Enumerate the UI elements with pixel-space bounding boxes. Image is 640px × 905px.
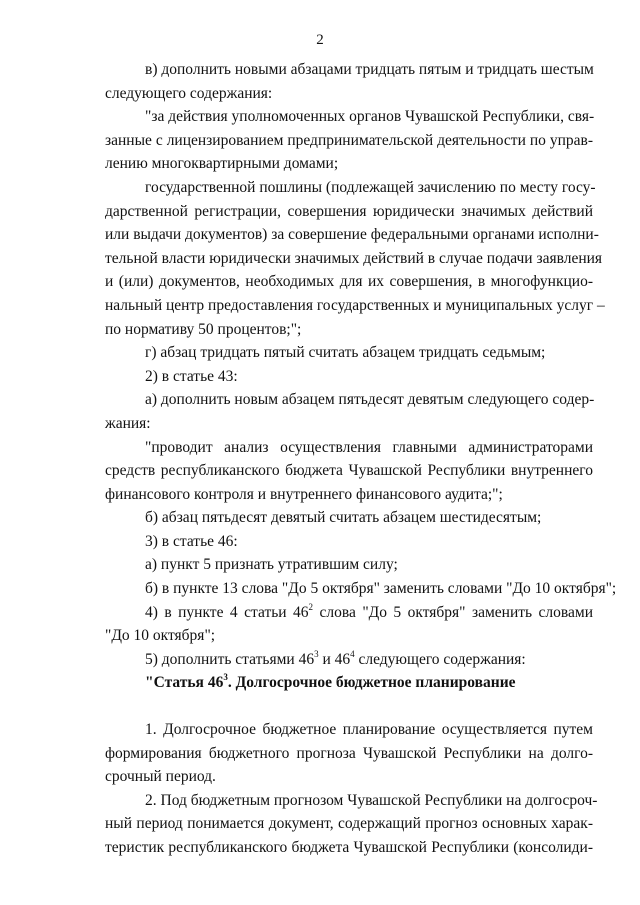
text-line: следующего содержания: xyxy=(105,84,273,102)
text-line: теристик республиканского бюджета Чувашской Республики (консолиди- xyxy=(105,839,593,856)
text-line: средств республиканского бюджета Чувашской Республики внутреннего xyxy=(105,462,593,480)
text-line: "проводит анализ осуществления главными администраторами xyxy=(145,438,593,456)
text-line xyxy=(105,601,593,625)
text-line: формирования бюджетного прогноза Чувашской Республики на долго- xyxy=(105,744,593,762)
text-fragment: и 46 xyxy=(318,650,351,668)
text-line: "До 10 октября"; xyxy=(105,627,216,645)
text-line: "за действия уполномоченных органов Чувашской Республики, свя- xyxy=(145,108,595,126)
spacer xyxy=(105,695,593,718)
text-line: тельной власти юридически значимых действий в случае подачи заявления xyxy=(105,249,603,267)
document-body xyxy=(105,58,617,860)
superscript: 4 xyxy=(350,648,355,659)
page-number: 2 xyxy=(316,32,324,48)
text-line: дарственной регистрации, совершения юридически значимых действий xyxy=(105,202,593,220)
text-fragment: . Долгосрочное бюджетное планирование xyxy=(227,674,516,692)
text-line: жания: xyxy=(105,414,151,432)
superscript: 3 xyxy=(314,648,319,659)
text-line: б) абзац пятьдесят девятый считать абзацем шестидесятым; xyxy=(145,509,542,527)
text-line: ный период понимается документ, содержащий прогноз основных харак- xyxy=(105,815,593,833)
text-fragment: 4) в пункте 4 статьи 46 xyxy=(145,603,309,621)
text-line: б) в пункте 13 слова "До 5 октября" заменить словами "До 10 октября"; xyxy=(145,580,617,598)
text-line: и (или) документов, необходимых для их совершения, в многофункцио- xyxy=(105,273,593,291)
article-heading xyxy=(105,671,593,695)
text-fragment: 5) дополнить статьями 46 xyxy=(145,650,315,668)
text-line: 3) в статье 46: xyxy=(145,532,238,550)
text-line: нальный центр предоставления государственных и муниципальных услуг – xyxy=(105,296,605,314)
text-line: 1. Долгосрочное бюджетное планирование осуществляется путем xyxy=(145,721,593,739)
text-line: 2. Под бюджетным прогнозом Чувашской Республики на долгосроч- xyxy=(145,791,598,809)
text-fragment: "Статья 46 xyxy=(145,674,224,692)
text-line: а) пункт 5 признать утратившим силу; xyxy=(145,556,398,574)
text-fragment: следующего содержания: xyxy=(354,650,526,668)
superscript: 3 xyxy=(223,672,228,683)
text-line: лению многоквартирными домами; xyxy=(105,155,339,173)
text-line: срочный период. xyxy=(105,768,216,786)
text-line: а) дополнить новым абзацем пятьдесят девятым следующего содер- xyxy=(145,391,595,409)
superscript: 2 xyxy=(308,601,314,612)
text-line: финансового контроля и внутреннего финансового аудита;"; xyxy=(105,485,503,503)
text-line: г) абзац тридцать пятый считать абзацем тридцать седьмым; xyxy=(145,344,546,362)
text-line: или выдачи документов) за совершение федеральными органами исполни- xyxy=(105,226,599,244)
text-line: в) дополнить новыми абзацами тридцать пятым и тридцать шестым xyxy=(145,61,594,78)
text-line xyxy=(105,648,593,672)
text-line: 2) в статье 43: xyxy=(145,367,238,385)
text-line: по нормативу 50 процентов;"; xyxy=(105,320,302,338)
text-fragment: слова "До 5 октября" заменить словами xyxy=(313,603,593,621)
text-line: государственной пошлины (подлежащей зачислению по месту госу- xyxy=(145,178,596,196)
text-line: занные с лицензированием предпринимательской деятельности по управ- xyxy=(105,131,593,149)
